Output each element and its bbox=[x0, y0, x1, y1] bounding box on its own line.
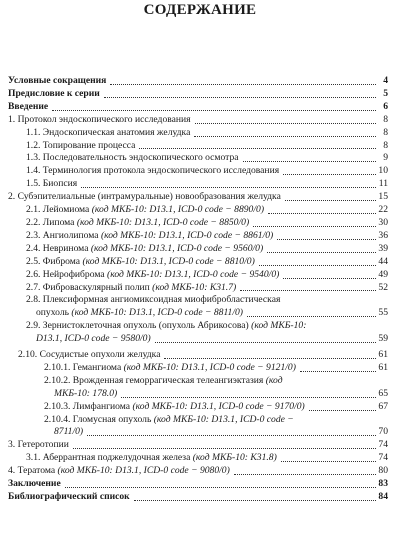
toc-entry-2-5[interactable]: 2.5. Фиброма (код МКБ-10: D13.1, ICD-0 code − 8810/0) 44 bbox=[26, 255, 388, 267]
leader-dots bbox=[195, 122, 376, 124]
toc-entry-abbreviations[interactable]: Условные сокращения 4 bbox=[8, 75, 388, 86]
toc-entry-section-2[interactable]: 2. Субэпителиальные (интрамуральные) новообразования желудка 15 bbox=[8, 191, 388, 203]
page-number: 9 bbox=[383, 152, 388, 164]
leader-dots bbox=[164, 357, 376, 359]
page-number: 59 bbox=[378, 333, 388, 345]
leader-dots bbox=[253, 225, 376, 227]
leader-dots bbox=[243, 160, 376, 162]
toc-entry-2-10-4[interactable]: 2.10.4. Гломусная опухоль (код МКБ-10: D13.1, ICD-0 code − 8711/0) 70 bbox=[44, 413, 388, 438]
page-number: 74 bbox=[378, 439, 388, 451]
toc-entry-section-1[interactable]: 1. Протокол эндоскопического исследования 8 bbox=[8, 113, 388, 125]
page-number: 30 bbox=[378, 216, 388, 228]
page-number: 6 bbox=[383, 100, 388, 112]
toc-entry-2-8[interactable]: 2.8. Плексиформная ангиомиксоидная миофибробластическая опухоль (код МКБ-10: D13.1, ICD-0 code − 8811/0) 55 bbox=[26, 294, 388, 319]
page-number: 36 bbox=[378, 229, 388, 241]
toc-entry-section-4[interactable]: 4. Тератома (код МКБ-10: D13.1, ICD-0 code − 9080/0) 80 bbox=[8, 465, 388, 477]
toc-entry-section-3[interactable]: 3. Гетеротопии 74 bbox=[8, 439, 388, 451]
toc-entry-2-10-1[interactable]: 2.10.1. Гемангиома (код МКБ-10: D13.1, ICD-0 code − 9121/0) 61 bbox=[44, 361, 388, 373]
toc-entry-1-5[interactable]: 1.5. Биопсия 11 bbox=[26, 178, 388, 190]
toc-entry-2-6[interactable]: 2.6. Нейрофиброма (код МКБ-10: D13.1, ICD-0 code − 9540/0) 49 bbox=[26, 268, 388, 280]
leader-dots bbox=[134, 499, 376, 501]
toc-entry-1-3[interactable]: 1.3. Последовательность эндоскопического осмотра 9 bbox=[26, 152, 388, 164]
leader-dots bbox=[259, 264, 376, 266]
page-number: 61 bbox=[378, 349, 388, 361]
page-number: 67 bbox=[378, 400, 388, 412]
toc-entry-introduction[interactable]: Введение 6 bbox=[8, 100, 388, 112]
leader-dots bbox=[65, 486, 376, 488]
leader-dots bbox=[194, 135, 376, 137]
leader-dots bbox=[87, 434, 376, 436]
leader-dots bbox=[309, 409, 376, 411]
page-number: 83 bbox=[378, 478, 388, 490]
page-number: 44 bbox=[378, 255, 388, 267]
leader-dots bbox=[104, 96, 376, 98]
toc-entry-3-1[interactable]: 3.1. Аберрантная поджелудочная железа (код МКБ-10: K31.8) 74 bbox=[26, 452, 388, 464]
toc-entry-conclusion[interactable]: Заключение 83 bbox=[8, 478, 388, 490]
toc-entry-2-4[interactable]: 2.4. Невринома (код МКБ-10: D13.1, ICD-0 code − 9560/0) 39 bbox=[26, 242, 388, 254]
page-number: 4 bbox=[383, 75, 388, 86]
toc-entry-2-1[interactable]: 2.1. Лейомиома (код МКБ-10: D13.1, ICD-0 code − 8890/0) 22 bbox=[26, 204, 388, 216]
leader-dots bbox=[110, 83, 376, 85]
leader-dots bbox=[281, 460, 376, 462]
toc-entry-2-10[interactable]: 2.10. Сосудистые опухоли желудка 61 bbox=[18, 349, 388, 361]
page-number: 5 bbox=[383, 87, 388, 99]
leader-dots bbox=[121, 396, 376, 398]
page-number: 10 bbox=[378, 165, 388, 177]
page-number: 8 bbox=[383, 139, 388, 151]
leader-dots bbox=[155, 341, 376, 343]
page-number: 65 bbox=[378, 387, 388, 399]
toc-entry-2-10-2[interactable]: 2.10.2. Врожденная геморрагическая телеангиэктазия (код МКБ-10: 178.0) 65 bbox=[44, 374, 388, 399]
toc-entry-1-4[interactable]: 1.4. Терминология протокола эндоскопического исследования 10 bbox=[26, 165, 388, 177]
table-of-contents bbox=[0, 75, 400, 504]
leader-dots bbox=[73, 447, 376, 449]
leader-dots bbox=[283, 277, 376, 279]
page-number: 70 bbox=[378, 426, 388, 438]
leader-dots bbox=[267, 251, 376, 253]
leader-dots bbox=[247, 315, 376, 317]
page-number: 80 bbox=[378, 465, 388, 477]
page-number: 39 bbox=[378, 242, 388, 254]
leader-dots bbox=[81, 186, 376, 188]
page-number: 8 bbox=[383, 126, 388, 138]
page-number: 22 bbox=[378, 204, 388, 216]
leader-dots bbox=[268, 212, 376, 214]
toc-entry-2-2[interactable]: 2.2. Липома (код МКБ-10: D13.1, ICD-0 code − 8850/0) 30 bbox=[26, 216, 388, 228]
toc-entry-2-10-3[interactable]: 2.10.3. Лимфангиома (код МКБ-10: D13.1, ICD-0 code − 9170/0) 67 bbox=[44, 400, 388, 412]
page-number: 61 bbox=[378, 361, 388, 373]
leader-dots bbox=[52, 109, 376, 111]
page-number: 49 bbox=[378, 268, 388, 280]
page-number: 8 bbox=[383, 113, 388, 125]
page-number: 52 bbox=[378, 281, 388, 293]
toc-entry-1-2[interactable]: 1.2. Топирование процесса 8 bbox=[26, 139, 388, 151]
page-number: 15 bbox=[378, 191, 388, 203]
toc-entry-2-3[interactable]: 2.3. Ангиолипома (код МКБ-10: D13.1, ICD-0 code − 8861/0) 36 bbox=[26, 229, 388, 241]
page-number: 74 bbox=[378, 452, 388, 464]
toc-entry-1-1[interactable]: 1.1. Эндоскопическая анатомия желудка 8 bbox=[26, 126, 388, 138]
leader-dots bbox=[300, 370, 376, 372]
toc-entry-preface[interactable]: Предисловие к серии 5 bbox=[8, 87, 388, 99]
toc-entry-2-7[interactable]: 2.7. Фиброваскулярный полип (код МКБ-10: K31.7) 52 bbox=[26, 281, 388, 293]
toc-entry-2-9[interactable]: 2.9. Зернистоклеточная опухоль (опухоль Абрикосова) (код МКБ-10: D13.1, ICD-0 code − 9580/0) 59 bbox=[26, 320, 388, 345]
leader-dots bbox=[139, 147, 376, 149]
page-number: 55 bbox=[378, 307, 388, 319]
page-number: 84 bbox=[378, 491, 388, 502]
toc-entry-bibliography[interactable]: Библиографический список 84 bbox=[8, 491, 388, 502]
leader-dots bbox=[277, 238, 376, 240]
page-title: СОДЕРЖАНИЕ bbox=[143, 2, 257, 18]
leader-dots bbox=[285, 199, 376, 201]
leader-dots bbox=[240, 289, 376, 291]
page-number: 11 bbox=[378, 178, 388, 190]
leader-dots bbox=[234, 473, 376, 475]
leader-dots bbox=[283, 173, 376, 175]
